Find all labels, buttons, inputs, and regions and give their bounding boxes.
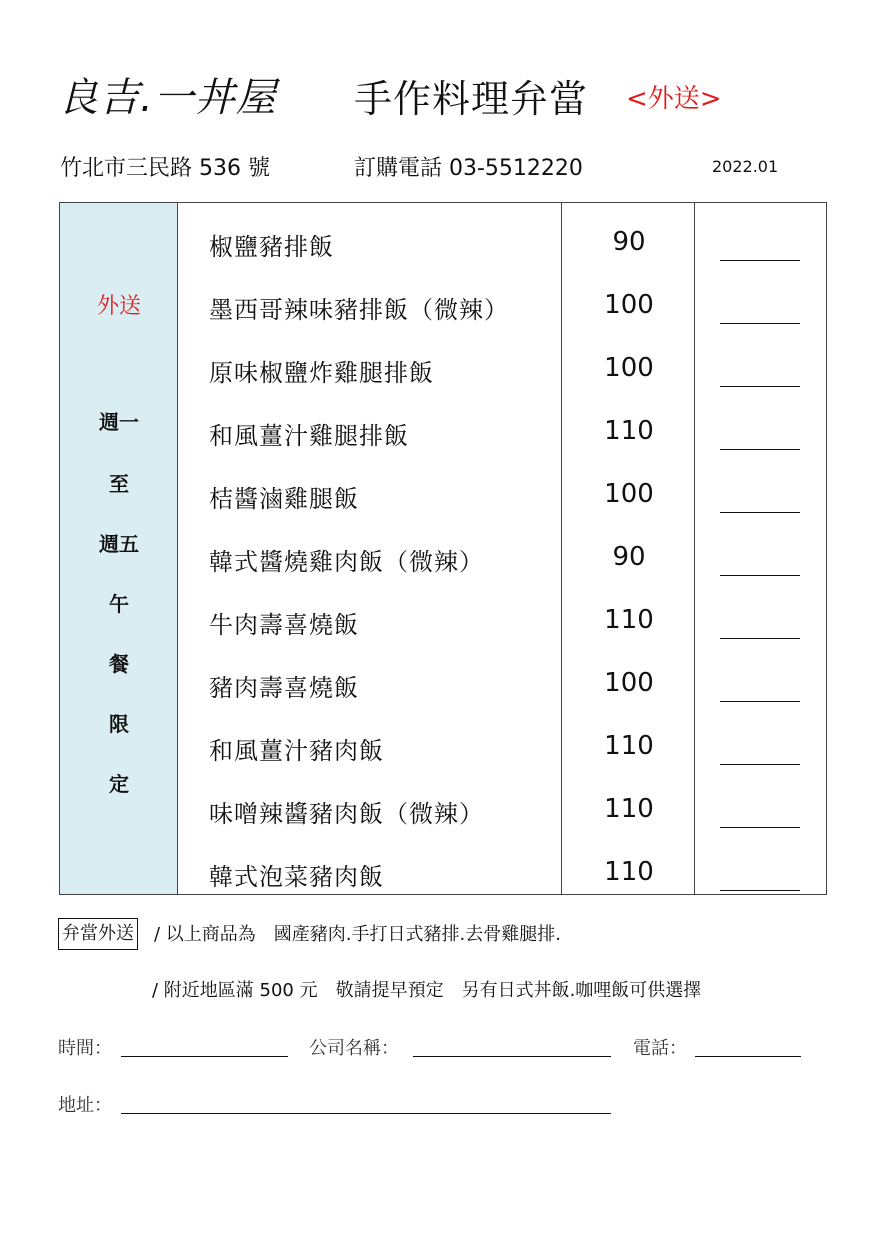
item-name: 味噌辣醬豬肉飯（微辣） (209, 800, 484, 828)
item-name: 和風薑汁豬肉飯 (209, 737, 384, 765)
item-name: 和風薑汁雞腿排飯 (209, 422, 409, 450)
item-name: 椒鹽豬排飯 (209, 233, 334, 261)
item-price: 110 (604, 416, 654, 446)
item-name: 原味椒鹽炸雞腿排飯 (209, 359, 434, 387)
item-price: 110 (604, 605, 654, 635)
side-line: 至 (109, 472, 129, 496)
company-field[interactable] (413, 1056, 611, 1057)
menu-row (60, 392, 826, 455)
side-line: 定 (109, 772, 129, 796)
item-name: 豬肉壽喜燒飯 (209, 674, 359, 702)
item-price: 110 (604, 857, 654, 887)
item-name: 韓式醬燒雞肉飯（微辣） (209, 548, 484, 576)
address-label: 地址： (58, 1095, 112, 1116)
menu-row (60, 329, 826, 392)
menu-row (60, 266, 826, 329)
menu-row (60, 833, 826, 896)
quantity-field[interactable] (720, 512, 800, 513)
menu-table (59, 202, 827, 895)
item-price: 90 (612, 227, 646, 257)
menu-row (60, 707, 826, 770)
phone-field[interactable] (695, 1056, 801, 1057)
item-name: 牛肉壽喜燒飯 (209, 611, 359, 639)
item-price: 100 (604, 668, 654, 698)
quantity-field[interactable] (720, 890, 800, 891)
quantity-field[interactable] (720, 701, 800, 702)
menu-row (60, 203, 826, 266)
item-price: 100 (604, 353, 654, 383)
note-line: / 附近地區滿 500 元 敬請提早預定 另有日式丼飯.咖哩飯可供選擇 (152, 980, 702, 1001)
quantity-field[interactable] (720, 449, 800, 450)
quantity-field[interactable] (720, 260, 800, 261)
document-date: 2022.01 (712, 157, 779, 176)
time-field[interactable] (121, 1056, 288, 1057)
time-label: 時間： (58, 1038, 112, 1059)
quantity-field[interactable] (720, 323, 800, 324)
shop-address: 竹北市三民路 536 號 (60, 156, 270, 181)
menu-row (60, 644, 826, 707)
phone-label: 電話： (633, 1038, 687, 1059)
quantity-field[interactable] (720, 575, 800, 576)
menu-row (60, 455, 826, 518)
item-name: 韓式泡菜豬肉飯 (209, 863, 384, 891)
quantity-field[interactable] (720, 827, 800, 828)
item-price: 90 (612, 542, 646, 572)
delivery-tag: <外送> (626, 84, 722, 114)
item-name: 桔醬滷雞腿飯 (209, 485, 359, 513)
order-phone: 訂購電話 03-5512220 (354, 156, 583, 181)
side-line: 餐 (109, 652, 129, 676)
quantity-field[interactable] (720, 764, 800, 765)
menu-row (60, 518, 826, 581)
document-title: 手作料理弁當 (354, 77, 589, 121)
item-price: 110 (604, 794, 654, 824)
side-line: 限 (109, 712, 129, 736)
menu-row (60, 770, 826, 833)
item-name: 墨西哥辣味豬排飯（微辣） (209, 296, 509, 324)
quantity-field[interactable] (720, 386, 800, 387)
delivery-label-box: 弁當外送 (58, 918, 138, 950)
company-label: 公司名稱： (309, 1038, 399, 1059)
side-delivery-tag: 外送 (96, 294, 141, 319)
shop-name: 良吉.一丼屋 (58, 75, 277, 121)
side-line: 午 (109, 592, 129, 616)
quantity-field[interactable] (720, 638, 800, 639)
note-line: / 以上商品為 國產豬肉.手打日式豬排.去骨雞腿排. (154, 924, 561, 945)
side-line: 週一 (99, 410, 139, 434)
menu-row (60, 581, 826, 644)
item-price: 100 (604, 479, 654, 509)
side-line: 週五 (99, 532, 139, 556)
item-price: 110 (604, 731, 654, 761)
item-price: 100 (604, 290, 654, 320)
address-field[interactable] (121, 1113, 611, 1114)
